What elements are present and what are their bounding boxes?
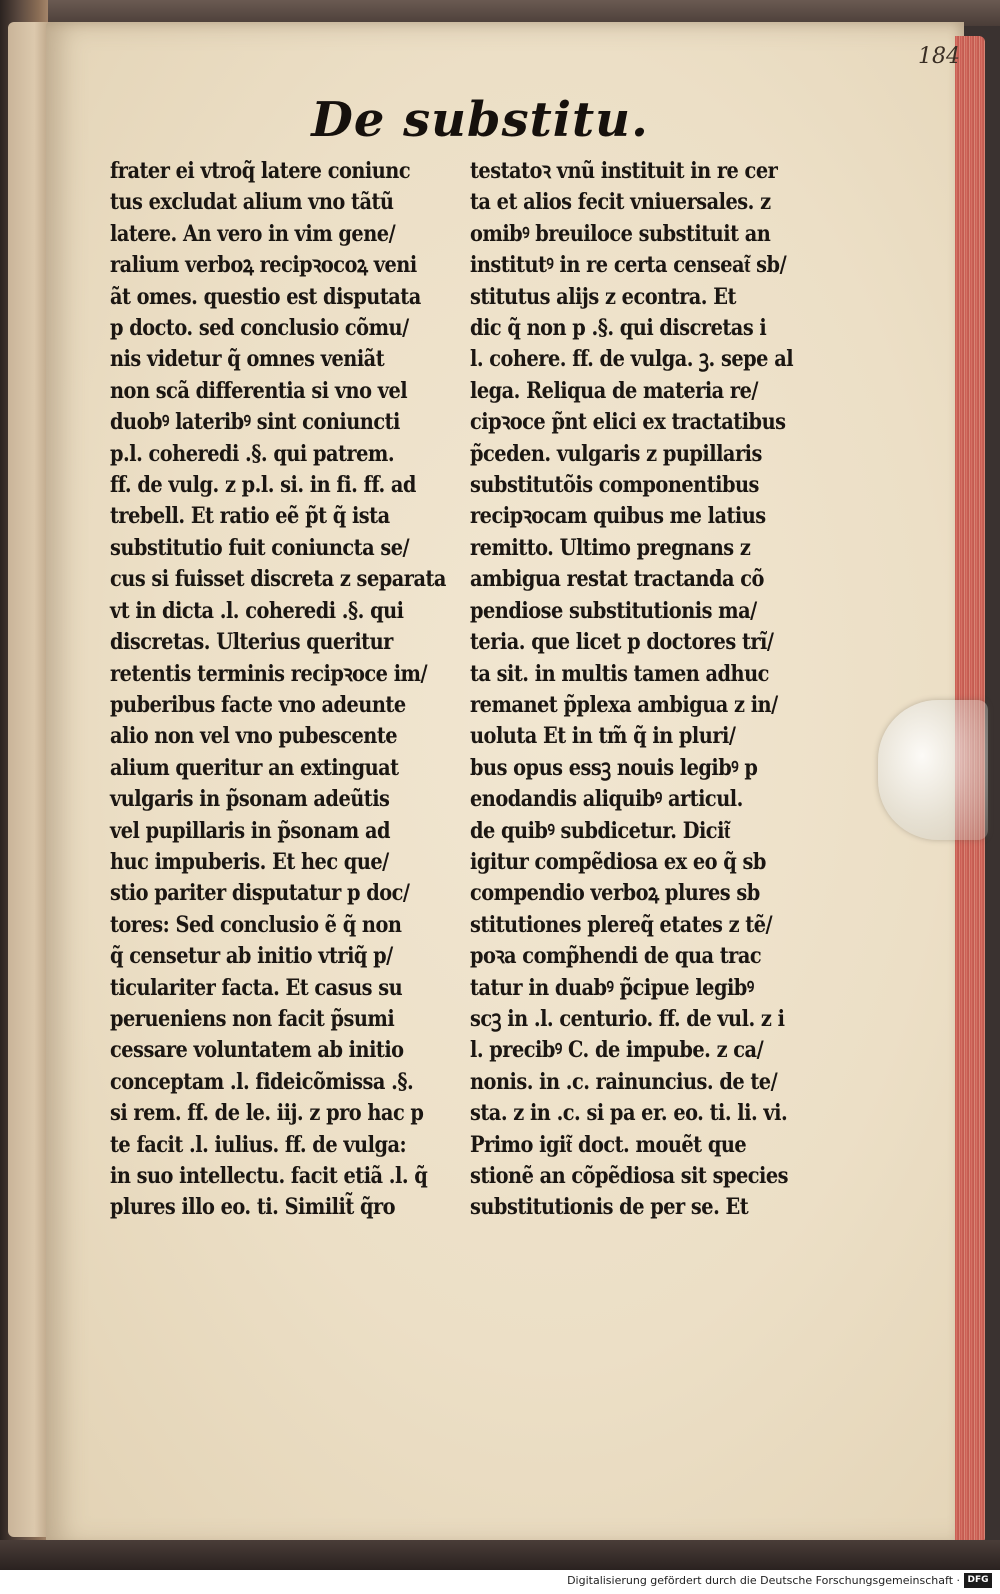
text-line: conceptam .l. fideicõmissa .§.	[110, 1068, 414, 1095]
text-line: lega. Reliqua de materia re/	[470, 377, 758, 404]
text-line: ambigua restat tractanda cõ	[470, 566, 764, 593]
text-line: nonis. in .c. rainuncius. de te/	[470, 1068, 778, 1095]
text-line: huc impuberis. Et hec que/	[110, 848, 389, 875]
text-line: teria. que licet p doctores trĩ/	[470, 629, 774, 656]
text-line: dic q̃ non p .§. qui discretas i	[470, 315, 767, 342]
text-line: stitutiones plereq̃ etates z tẽ/	[470, 911, 773, 938]
text-line: substitutõis componentibus	[470, 472, 759, 499]
text-line: l. precibꝰ C. de impube. z ca/	[470, 1037, 764, 1064]
text-line: alium queritur an extinguat	[110, 754, 399, 781]
text-line: institutꝰ in re certa censeat͂ sb/	[470, 252, 787, 279]
text-line: pendiose substitutionis ma/	[470, 597, 757, 624]
text-line: cipꝛoce p̃nt elici ex tractatibus	[470, 409, 786, 436]
text-line: ticulariter facta. Et casus su	[110, 974, 403, 1001]
text-line: compendio verboꝝ plures sb	[470, 880, 760, 907]
text-line: recipꝛocam quibus me latius	[470, 503, 766, 530]
text-line: stionẽ an cõpẽdiosa sit species	[470, 1163, 789, 1189]
text-line: remitto. Ultimo pregnans z	[470, 534, 751, 561]
text-line: vt in dicta .l. coheredi .§. qui	[110, 597, 404, 624]
text-line: p docto. sed conclusio cõmu/	[110, 315, 409, 342]
text-line: vulgaris in p̃sonam adeũtis	[110, 786, 390, 813]
left-text-column	[110, 156, 450, 1224]
text-line: perueniens non facit p̃sumi	[110, 1005, 395, 1032]
text-line: ta sit. in multis tamen adhuc	[470, 660, 769, 687]
text-line: enodandis aliquibꝰ articul.	[470, 786, 743, 813]
text-line: p.l. coheredi .§. qui patrem.	[110, 440, 395, 467]
text-line: Primo igit͂ doct. mouẽt que	[470, 1131, 747, 1158]
text-line: tores: Sed conclusio ẽ q̃ non	[110, 911, 402, 938]
text-line: ãt omes. questio est disputata	[110, 283, 421, 310]
text-line: p̃ceden. vulgaris z pupillaris	[470, 440, 762, 467]
text-line: ta et alios fecit vniuersales. z	[470, 189, 771, 216]
text-line: poꝛa comp̃hendi de qua trac	[470, 943, 762, 970]
text-line: duobꝰ lateribꝰ sint coniuncti	[110, 409, 400, 436]
text-line: uoluta Et in tm̃ q̃ in pluri/	[470, 723, 736, 750]
text-line: sta. z in .c. si pa er. eo. ti. li. vi.	[470, 1100, 788, 1127]
text-line: cessare voluntatem ab initio	[110, 1037, 404, 1064]
text-line: trebell. Et ratio eẽ p̃t q̃ ista	[110, 503, 390, 530]
right-text-column	[470, 156, 840, 1224]
digitization-credit: Digitalisierung gefördert durch die Deutsche Forschungsgemeinschaft ·	[567, 1574, 960, 1587]
text-line: igitur compẽdiosa ex eo q̃ sb	[470, 848, 766, 875]
folio-number: 184	[918, 44, 960, 69]
text-line: nis videtur q̃ omnes veniãt	[110, 346, 385, 373]
text-line: omibꝰ breuiloce substituit an	[470, 220, 771, 247]
text-line: retentis terminis recipꝛoce im/	[110, 660, 428, 687]
text-line: substitutio fuit coniuncta se/	[110, 534, 410, 561]
text-line: vel pupillaris in p̃sonam ad	[110, 817, 390, 844]
text-line: ff. de vulg. z p.l. si. in fi. ff. ad	[110, 472, 416, 499]
text-line: in suo intellectu. facit etiã .l. q̃	[110, 1163, 428, 1189]
text-line: te facit .l. iulius. ff. de vulga:	[110, 1131, 407, 1158]
text-line: tus excludat alium vno tãtũ	[110, 189, 394, 216]
text-line: ralium verboꝝ recipꝛocoꝝ veni	[110, 252, 417, 279]
text-line: latere. An vero in vim gene/	[110, 220, 396, 247]
text-line: puberibus facte vno adeunte	[110, 691, 406, 718]
text-line: remanet p̃plexa ambigua z in/	[470, 691, 778, 718]
text-line: non scã differentia si vno vel	[110, 377, 408, 404]
text-line: stio pariter disputatur p doc/	[110, 880, 410, 907]
text-line: tatur in duabꝰ p̃cipue legibꝰ	[470, 974, 754, 1001]
text-line: l. cohere. ff. de vulga. ꝫ. sepe al	[470, 346, 794, 373]
text-line: bus opus essꝫ nouis legibꝰ p	[470, 754, 758, 781]
text-line: de quibꝰ subdicetur. Dicit͂	[470, 817, 730, 844]
text-line: cus si fuisset discreta z separata	[110, 566, 446, 593]
text-line: alio non vel vno pubescente	[110, 723, 398, 750]
text-line: q̃ censetur ab initio vtriq̃ p/	[110, 943, 393, 970]
book-bottom-shadow	[0, 1540, 1000, 1570]
plastic-page-clip	[878, 700, 988, 840]
running-head: De substitu.	[311, 92, 649, 148]
text-line: stitutus alijs z econtra. Et	[470, 283, 736, 310]
dfg-logo: DFG	[964, 1573, 992, 1588]
text-line: substitutionis de per se. Et	[470, 1194, 749, 1221]
text-line: plures illo eo. ti. Similit̃ q̃ro	[110, 1194, 396, 1221]
text-line: scꝫ in .l. centurio. ff. de vul. z i	[470, 1005, 785, 1032]
text-line: testatoꝛ vnũ instituit in re cer	[470, 158, 778, 184]
text-line: discretas. Ulterius queritur	[110, 629, 393, 656]
text-line: frater ei vtroq̃ latere coniunc	[110, 158, 411, 184]
text-line: si rem. ff. de le. iij. z pro hac p	[110, 1100, 424, 1127]
